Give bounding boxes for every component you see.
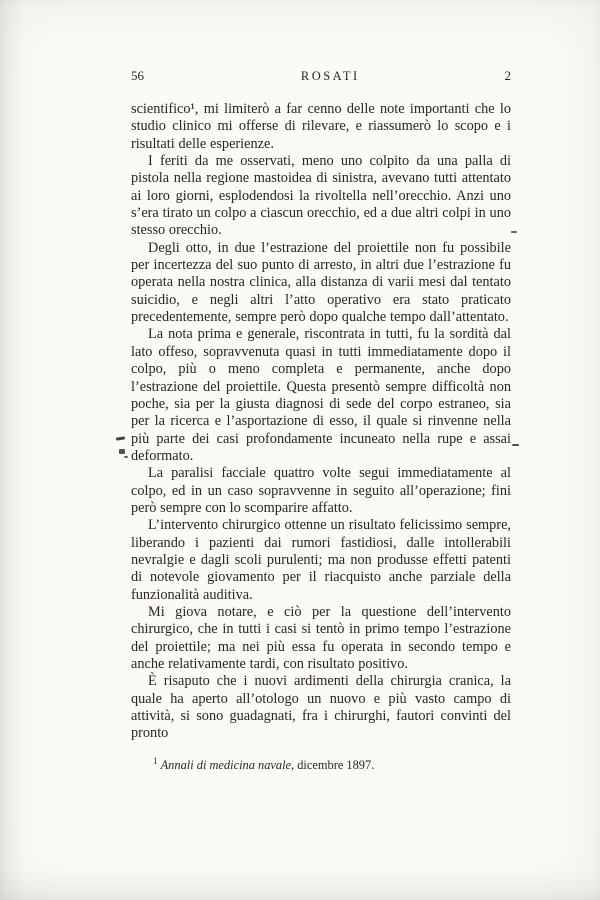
scan-artifact bbox=[116, 436, 125, 440]
footnote-title: Annali di medicina navale, bbox=[160, 757, 295, 772]
paragraph: La paralisi facciale quattro volte segui immediatamente al colpo, ed in un caso sopravvenne in seguito all’operazione; fini però sempre con lo scomparire affatto. bbox=[131, 465, 511, 516]
page-number-left: 56 bbox=[131, 68, 144, 83]
text-block bbox=[131, 68, 511, 773]
body-text bbox=[131, 101, 511, 743]
scan-artifact bbox=[512, 444, 519, 446]
paragraph: Mi giova notare, e ciò per la questione dell’intervento chirurgico, che in tutti i casi si tentò in primo tempo l’estrazione del proiettile; ma nei più essa fu operata in secondo tempo e anche relativamente tardi, con risultato positivo. bbox=[131, 603, 511, 672]
running-header bbox=[131, 68, 511, 84]
running-title: ROSATI bbox=[300, 69, 360, 83]
page-number-right: 2 bbox=[504, 68, 511, 83]
paragraph: La nota prima e generale, riscontrata in tutti, fu la sordità dal lato offeso, sopravvenuta quasi in tutti immediatamente dopo il colpo, più o meno completa e permanente, anche dopo l’estrazione del proiettile. Questa presentò sempre difficoltà non poche, sia per la giusta diagnosi di sede del corpo estraneo, sia per la ricerca e l’asportazione di esso, il quale si rinvenne nella più parte dei casi profondamente incuneato nella rupe e assai deformato. bbox=[131, 326, 511, 464]
scan-artifact bbox=[119, 449, 125, 454]
scan-edge-shading bbox=[0, 0, 26, 900]
scan-edge-shading bbox=[0, 870, 600, 900]
scan-artifact bbox=[511, 231, 517, 233]
paragraph: È risaputo che i nuovi ardimenti della chirurgia cranica, la quale ha aperto all’otologo un nuovo e più vasto campo di attività, si sono guadagnati, fra i chirurghi, fautori convinti del pronto bbox=[131, 673, 511, 742]
footnote-marker: 1 bbox=[153, 755, 158, 766]
scan-artifact bbox=[124, 456, 128, 458]
paragraph: Degli otto, in due l’estrazione del proiettile non fu possibile per incertezza del suo punto di arresto, in altri due l’estrazione fu operata nella nostra clinica, alla distanza di varii mesi dal tentato suicidio, e negli altri l’atto operativo era stato praticato precedentemente, sempre però dopo qualche tempo dall’attentato. bbox=[131, 239, 511, 326]
paragraph: L’intervento chirurgico ottenne un risultato felicissimo sempre, liberando i pazienti dai rumori fastidiosi, dalle intollerabili nevralgie e dagli scoli purulenti; ma non produsse effetti patenti di notevole giovamento per il riacquisto anche parziale della funzionalità auditiva. bbox=[131, 517, 511, 603]
paragraph: scientifico¹, mi limiterò a far cenno delle note importanti che lo studio clinico mi offerse di rilevare, e riassumerò lo scopo e i risultati delle esperienze. bbox=[131, 101, 511, 152]
footnote-rest: dicembre 1897. bbox=[294, 757, 375, 772]
footnote bbox=[131, 755, 511, 773]
paragraph: I feriti da me osservati, meno uno colpito da una palla di pistola nella regione mastoidea di sinistra, avevano tutti attentato ai loro giorni, esplodendosi la rivoltella nell’orecchio. Anzi uno s’era tirato un colpo a ciascun orecchio, ed a due altri colpi in uno stesso orecchio. bbox=[131, 153, 511, 239]
